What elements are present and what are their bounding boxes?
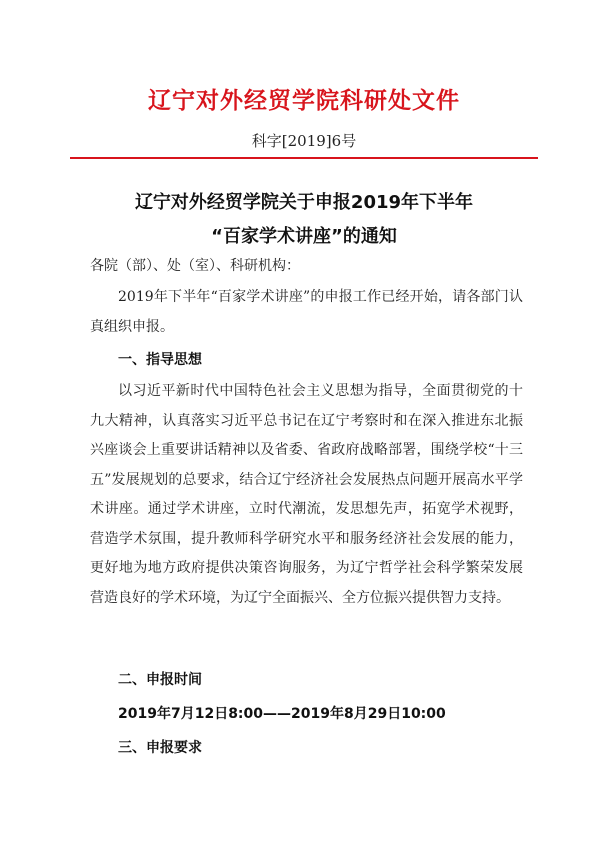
intro-paragraph: 2019年下半年“百家学术讲座”的申报工作已经开始，请各部门认真组织申报。 bbox=[90, 289, 523, 335]
section-2-heading: 二、申报时间 bbox=[118, 672, 202, 688]
office-header-title: 辽宁对外经贸学院科研处文件 bbox=[148, 87, 460, 114]
red-divider-line bbox=[70, 157, 538, 159]
document-number: 科字[2019]6号 bbox=[251, 132, 357, 150]
section-1-body: 以习近平新时代中国特色社会主义思想为指导，全面贯彻党的十九大精神，认真落实习近平总书记在辽宁考察时和在深入推进东北振兴座谈会上重要讲话精神以及省委、省政府战略部署，围绕学校“十三五”发展规划的总要求，结合辽宁经济社会发展热点问题开展高水平学术讲座。通过学术讲座，立时代潮流，发思想先声，拓宽学术视野，营造学术氛围，提升教师科学研究水平和服务经济社会发展的能力，更好地为地方政府提供决策咨询服务，为辽宁哲学社会科学繁荣发展营造良好的学术环境，为辽宁全面振兴、全方位振兴提供智力支持。 bbox=[90, 383, 523, 606]
salutation: 各院（部）、处（室）、科研机构： bbox=[90, 258, 300, 274]
section-3-heading: 三、申报要求 bbox=[118, 740, 202, 756]
section-2-time: 2019年7月12日8:00——2019年8月29日10:00 bbox=[118, 706, 446, 722]
section-1-heading: 一、指导思想 bbox=[118, 352, 202, 368]
notice-title-line-1: 辽宁对外经贸学院关于申报2019年下半年 bbox=[134, 192, 474, 213]
notice-title-line-2: “百家学术讲座”的通知 bbox=[211, 226, 397, 247]
